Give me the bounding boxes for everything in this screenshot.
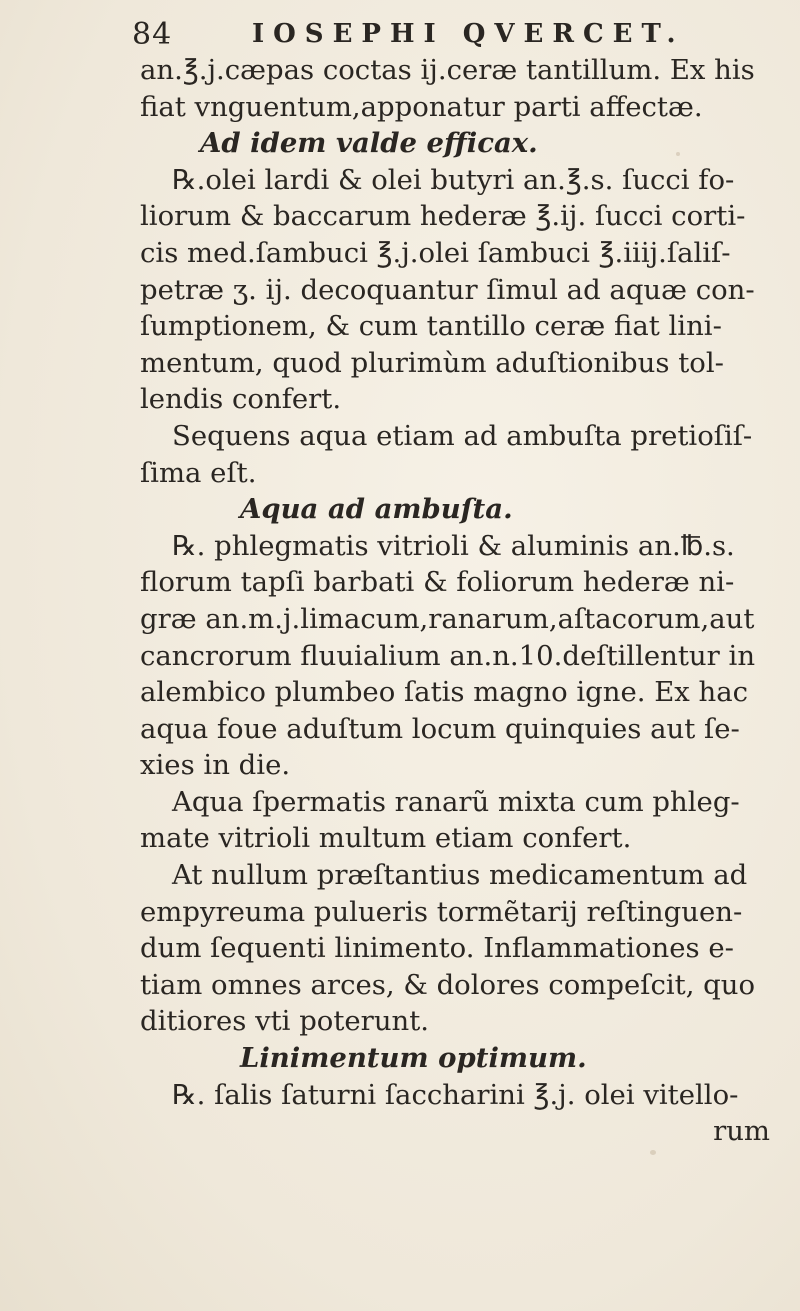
text-line: xies in die.	[140, 749, 291, 782]
section-heading: Ad idem valde efficax.	[200, 127, 538, 160]
text-line: ſumptionem, & cum tantillo ceræ fiat lini-	[140, 310, 722, 343]
text-line: græ an.m.j.limacum,ranarum,aſtacorum,aut	[140, 602, 755, 635]
text-line: lendis confert.	[140, 383, 342, 416]
page-header	[132, 14, 770, 54]
page-number: 84	[132, 16, 173, 52]
text-line: an.℥.j.cæpas coctas ij.ceræ tantillum. Ex his	[140, 54, 755, 86]
text-line: liorum & baccarum hederæ ℥.ij. ſucci corti-	[140, 200, 746, 233]
text-line: ℞. ſalis ſaturni ſaccharini ℥.j. olei vitello-	[172, 1078, 739, 1111]
text-line: ſima eſt.	[140, 456, 257, 489]
text-line: cis med.ſambuci ℥.j.olei ſambuci ℥.iiij.ſaliſ-	[140, 236, 731, 269]
running-head: IOSEPHI QVERCET.	[252, 19, 685, 49]
section-heading: Linimentum optimum.	[240, 1042, 587, 1075]
catchword: rum	[713, 1115, 770, 1148]
text-line: Sequens aqua etiam ad ambuſta pretioſiſ-	[172, 419, 753, 452]
text-line: aqua foue aduſtum locum quinquies aut ſe-	[140, 712, 740, 745]
body-text	[140, 52, 780, 1150]
paper-fleck	[650, 1150, 656, 1155]
text-line: Aqua ſpermatis ranarũ mixta cum phleg-	[172, 785, 740, 818]
text-line: ditiores vti poterunt.	[140, 1005, 430, 1038]
text-line: ℞.olei lardi & olei butyri an.℥.s. ſucci fo-	[172, 163, 735, 196]
text-line: fiat vnguentum,apponatur parti affectæ.	[140, 90, 703, 123]
text-line: dum ſequenti linimento. Inflammationes e-	[140, 932, 734, 965]
text-line: cancrorum fluuialium an.n.10.deſtillentur in	[140, 639, 756, 672]
text-line: alembico plumbeo ſatis magno igne. Ex hac	[140, 676, 749, 709]
text-line: tiam omnes arces, & dolores compeſcit, quo	[140, 968, 756, 1001]
text-line: mate vitrioli multum etiam confert.	[140, 822, 632, 855]
section-heading: Aqua ad ambuſta.	[240, 493, 513, 526]
text-line: ℞. phlegmatis vitrioli & aluminis an.℔.s.	[172, 529, 735, 562]
text-line: florum tapſi barbati & foliorum hederæ ni-	[140, 566, 735, 599]
text-line: mentum, quod plurimùm aduſtionibus tol-	[140, 346, 724, 379]
text-line: empyreuma pulueris tormẽtarij reſtinguen-	[140, 895, 743, 928]
text-line: At nullum præſtantius medicamentum ad	[172, 859, 748, 892]
text-line: petræ ʒ. ij. decoquantur ſimul ad aquæ con-	[140, 273, 755, 306]
